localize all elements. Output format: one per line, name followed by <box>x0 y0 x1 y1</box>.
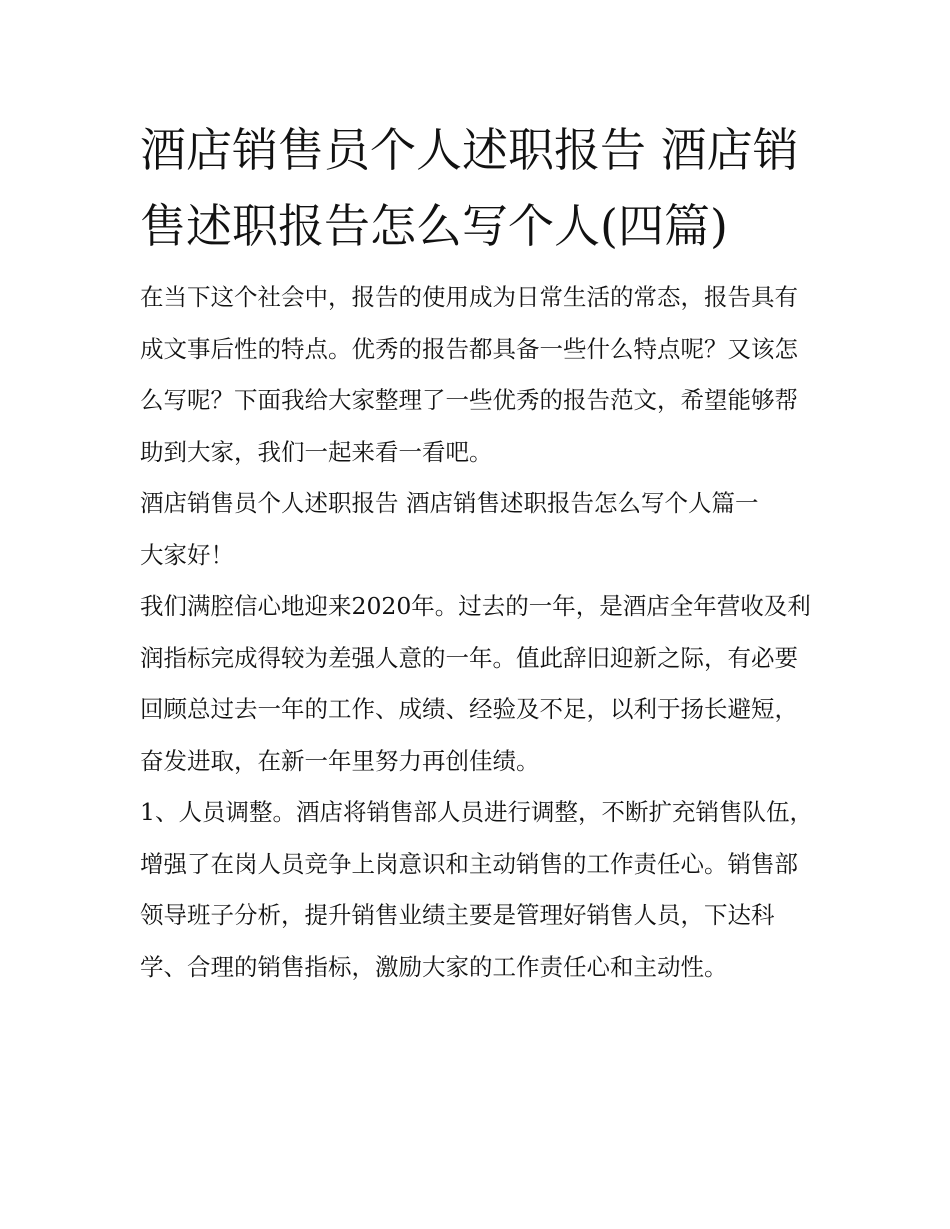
document-body <box>140 112 820 993</box>
section-heading: 酒店销售员个人述职报告 酒店销售述职报告怎么写个人篇一 <box>140 489 759 517</box>
document-title: 酒店销售员个人述职报告 酒店销售述职报告怎么写个人(四篇) <box>140 123 799 253</box>
review-paragraph: 我们满腔信心地迎来2020年。过去的一年，是酒店全年营收及利润指标完成得较为差强人意的一年。值此辞旧迎新之际，有必要回顾总过去一年的工作、成绩、经验及不足，以利于扬长避短，奋发进取，在新一年里努力再创佳绩。 <box>140 592 811 775</box>
staff-adjustment-paragraph: 1、人员调整。酒店将销售部人员进行调整，不断扩充销售队伍，增强了在岗人员竞争上岗意识和主动销售的工作责任心。销售部领导班子分析，提升销售业绩主要是管理好销售人员，下达科学、合理的销售指标，激励大家的工作责任心和主动性。 <box>140 798 813 981</box>
intro-paragraph: 在当下这个社会中，报告的使用成为日常生活的常态，报告具有成文事后性的特点。优秀的报告都具备一些什么特点呢？又该怎么写呢？下面我给大家整理了一些优秀的报告范文，希望能够帮助到大家，我们一起来看一看吧。 <box>140 283 798 466</box>
greeting-paragraph: 大家好！ <box>140 540 234 569</box>
